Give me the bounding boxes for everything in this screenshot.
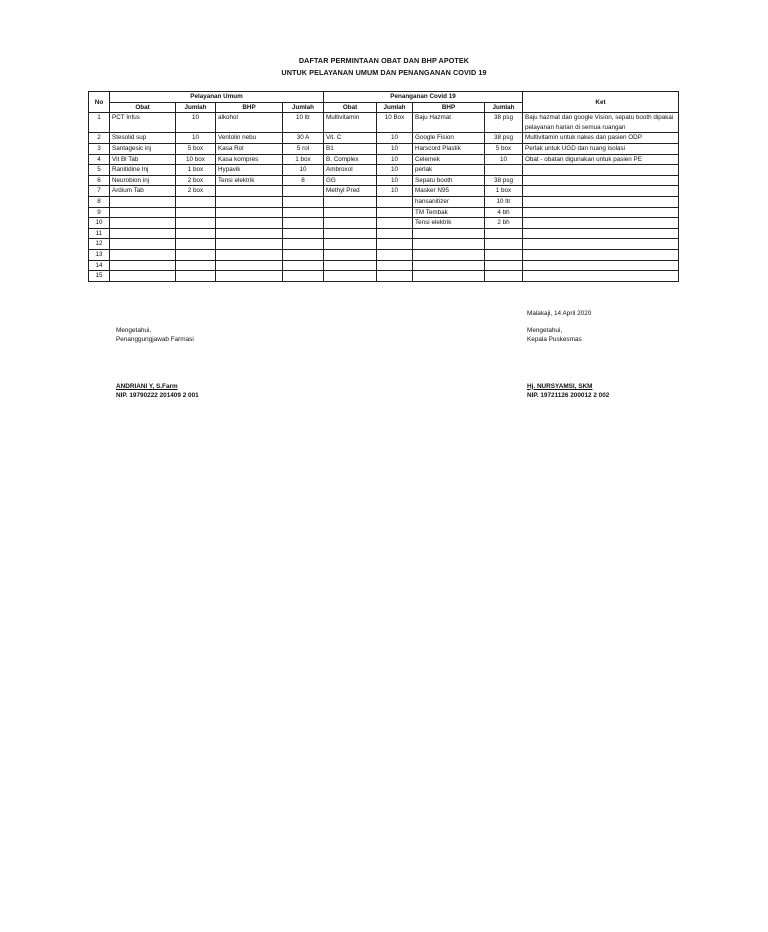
jumlah-bhp-covid-cell: 38 psg <box>485 113 523 133</box>
header-bhp-umum: BHP <box>216 102 283 113</box>
row-no-cell: 3 <box>89 143 110 154</box>
table-row <box>89 218 679 229</box>
bhp-covid-cell <box>413 239 485 250</box>
header-penanganan-covid: Penanganan Covid 19 <box>324 92 523 103</box>
keterangan-cell <box>523 249 679 260</box>
row-no-cell: 14 <box>89 260 110 271</box>
table-row <box>89 186 679 197</box>
bhp-umum-cell <box>216 271 283 282</box>
jumlah-bhp-covid-cell: 5 box <box>485 143 523 154</box>
jumlah-bhp-umum-cell <box>283 186 324 197</box>
signature-left <box>116 326 199 401</box>
jumlah-obat-umum-cell: 5 box <box>176 143 216 154</box>
jumlah-obat-covid-cell: 10 <box>377 154 413 165</box>
row-no-cell: 12 <box>89 239 110 250</box>
obat-umum-cell <box>110 228 176 239</box>
keterangan-cell <box>523 228 679 239</box>
row-no-cell: 7 <box>89 186 110 197</box>
document-title: DAFTAR PERMINTAAN OBAT DAN BHP APOTEK <box>298 56 470 65</box>
bhp-umum-cell <box>216 218 283 229</box>
jumlah-bhp-umum-cell: 5 rol <box>283 143 324 154</box>
keterangan-cell <box>523 260 679 271</box>
obat-covid-cell <box>324 271 377 282</box>
row-no-cell: 10 <box>89 218 110 229</box>
row-no-cell: 4 <box>89 154 110 165</box>
jumlah-bhp-umum-cell <box>283 207 324 218</box>
jumlah-obat-umum-cell <box>176 271 216 282</box>
keterangan-cell <box>523 175 679 186</box>
bhp-umum-cell: Kasa kompres <box>216 154 283 165</box>
bhp-covid-cell: hansanitizer <box>413 196 485 207</box>
bhp-covid-cell: Google Fision <box>413 133 485 144</box>
jumlah-obat-covid-cell: 10 <box>377 175 413 186</box>
obat-covid-cell: B1 <box>324 143 377 154</box>
jumlah-bhp-umum-cell: 30 A <box>283 133 324 144</box>
jumlah-obat-covid-cell <box>377 228 413 239</box>
keterangan-cell: Multivitamin untuk nakes dan pasien ODP <box>523 133 679 144</box>
table-row <box>89 154 679 165</box>
document-subtitle: UNTUK PELAYANAN UMUM DAN PENANGANAN COVID 19 <box>281 68 487 77</box>
bhp-covid-cell <box>413 228 485 239</box>
jumlah-obat-covid-cell <box>377 196 413 207</box>
bhp-covid-cell: Harscord Plastik <box>413 143 485 154</box>
table-row <box>89 239 679 250</box>
bhp-covid-cell <box>413 249 485 260</box>
obat-covid-cell <box>324 249 377 260</box>
header-ket: Ket <box>523 92 679 113</box>
row-no-cell: 6 <box>89 175 110 186</box>
header-jumlah-bhp-covid: Jumlah <box>485 102 523 113</box>
obat-umum-cell <box>110 207 176 218</box>
keterangan-cell <box>523 196 679 207</box>
bhp-umum-cell <box>216 186 283 197</box>
obat-umum-cell <box>110 196 176 207</box>
jumlah-bhp-covid-cell <box>485 239 523 250</box>
jumlah-bhp-umum-cell: 10 <box>283 165 324 176</box>
obat-umum-cell: Ranitidine Inj <box>110 165 176 176</box>
obat-covid-cell: Methyl Pred <box>324 186 377 197</box>
bhp-covid-cell: Sepatu booth <box>413 175 485 186</box>
obat-covid-cell: Multivitamin <box>324 113 377 133</box>
table-row <box>89 133 679 144</box>
jumlah-bhp-umum-cell <box>283 249 324 260</box>
table-row <box>89 207 679 218</box>
bhp-umum-cell: alkohol <box>216 113 283 133</box>
obat-umum-cell <box>110 218 176 229</box>
table-row <box>89 260 679 271</box>
jumlah-bhp-umum-cell <box>283 228 324 239</box>
jumlah-obat-umum-cell <box>176 249 216 260</box>
jumlah-obat-umum-cell <box>176 218 216 229</box>
signature-right-acknowledge: Mengetahui, <box>527 327 563 334</box>
header-pelayanan-umum: Pelayanan Umum <box>110 92 324 103</box>
jumlah-bhp-covid-cell <box>485 165 523 176</box>
row-no-cell: 8 <box>89 196 110 207</box>
row-no-cell: 13 <box>89 249 110 260</box>
bhp-umum-cell <box>216 207 283 218</box>
jumlah-obat-umum-cell: 2 box <box>176 186 216 197</box>
keterangan-cell <box>523 239 679 250</box>
obat-covid-cell: Ambroxol <box>324 165 377 176</box>
request-table <box>88 91 679 282</box>
keterangan-cell <box>523 186 679 197</box>
row-no-cell: 2 <box>89 133 110 144</box>
obat-covid-cell <box>324 228 377 239</box>
bhp-covid-cell: Tensi elektrik <box>413 218 485 229</box>
header-obat-umum: Obat <box>110 102 176 113</box>
jumlah-bhp-covid-cell <box>485 228 523 239</box>
keterangan-cell <box>523 207 679 218</box>
jumlah-obat-covid-cell <box>377 239 413 250</box>
row-no-cell: 11 <box>89 228 110 239</box>
bhp-umum-cell <box>216 260 283 271</box>
signature-right <box>527 326 609 401</box>
jumlah-bhp-covid-cell: 2 bh <box>485 218 523 229</box>
obat-umum-cell: Ardium Tab <box>110 186 176 197</box>
obat-covid-cell <box>324 207 377 218</box>
table-row <box>89 113 679 133</box>
bhp-covid-cell: perlak <box>413 165 485 176</box>
jumlah-bhp-covid-cell <box>485 249 523 260</box>
signature-left-nip: NIP. 19790222 201409 2 001 <box>116 392 199 400</box>
row-no-cell: 1 <box>89 113 110 133</box>
bhp-umum-cell: Tensi elektrik <box>216 175 283 186</box>
jumlah-obat-umum-cell <box>176 260 216 271</box>
header-no: No <box>89 92 110 113</box>
signature-right-name: Hj. NURSYAMSI, SKM <box>527 382 593 390</box>
obat-covid-cell: GG <box>324 175 377 186</box>
obat-umum-cell: Stesolid sup <box>110 133 176 144</box>
keterangan-cell <box>523 271 679 282</box>
jumlah-bhp-covid-cell: 1 box <box>485 186 523 197</box>
signature-left-role: Penanggungjawab Farmasi <box>116 336 194 344</box>
jumlah-obat-covid-cell <box>377 249 413 260</box>
jumlah-bhp-umum-cell <box>283 260 324 271</box>
obat-umum-cell <box>110 249 176 260</box>
keterangan-cell: Obat - obatan digunakan untuk pasien PE <box>523 154 679 165</box>
obat-covid-cell: B. Complex <box>324 154 377 165</box>
jumlah-bhp-umum-cell <box>283 271 324 282</box>
jumlah-bhp-covid-cell: 38 psg <box>485 133 523 144</box>
jumlah-bhp-umum-cell <box>283 239 324 250</box>
signature-date: Malakaji, 14 April 2020 <box>527 310 592 317</box>
jumlah-obat-covid-cell <box>377 218 413 229</box>
keterangan-cell <box>523 165 679 176</box>
bhp-umum-cell <box>216 228 283 239</box>
row-no-cell: 5 <box>89 165 110 176</box>
jumlah-bhp-covid-cell: 4 bh <box>485 207 523 218</box>
table-row <box>89 271 679 282</box>
jumlah-obat-covid-cell: 10 <box>377 186 413 197</box>
bhp-covid-cell: TM Tembak <box>413 207 485 218</box>
table-row <box>89 143 679 154</box>
jumlah-obat-covid-cell: 10 <box>377 143 413 154</box>
header-bhp-covid: BHP <box>413 102 485 113</box>
table-row <box>89 228 679 239</box>
keterangan-cell: Perlak untuk UGD dan ruang isolasi <box>523 143 679 154</box>
header-jumlah-umum: Jumlah <box>176 102 216 113</box>
obat-umum-cell: PCT Infus <box>110 113 176 133</box>
table-row <box>89 196 679 207</box>
keterangan-cell: Baju hazmat dan google Vision, sepatu booth dipakai pelayanan harian di semua ruangan <box>523 113 679 133</box>
jumlah-obat-umum-cell: 10 <box>176 113 216 133</box>
obat-umum-cell <box>110 260 176 271</box>
obat-covid-cell <box>324 260 377 271</box>
obat-umum-cell <box>110 271 176 282</box>
jumlah-bhp-umum-cell <box>283 196 324 207</box>
jumlah-obat-umum-cell: 1 box <box>176 165 216 176</box>
obat-covid-cell: Vit. C <box>324 133 377 144</box>
obat-covid-cell <box>324 196 377 207</box>
header-obat-covid: Obat <box>324 102 377 113</box>
jumlah-obat-umum-cell <box>176 207 216 218</box>
obat-covid-cell <box>324 239 377 250</box>
jumlah-obat-covid-cell: 10 <box>377 133 413 144</box>
row-no-cell: 9 <box>89 207 110 218</box>
jumlah-bhp-umum-cell: 10 ltr <box>283 113 324 133</box>
signature-left-acknowledge: Mengetahui, <box>116 327 152 334</box>
jumlah-bhp-covid-cell <box>485 260 523 271</box>
bhp-covid-cell: Celemek <box>413 154 485 165</box>
obat-umum-cell <box>110 239 176 250</box>
jumlah-obat-covid-cell <box>377 207 413 218</box>
obat-umum-cell: Santagesic inj <box>110 143 176 154</box>
jumlah-bhp-covid-cell <box>485 271 523 282</box>
table-row <box>89 165 679 176</box>
jumlah-obat-umum-cell: 10 box <box>176 154 216 165</box>
signature-right-role: Kepala Puskesmas <box>527 336 582 344</box>
jumlah-obat-covid-cell <box>377 271 413 282</box>
bhp-covid-cell: Baju Hazmat <box>413 113 485 133</box>
bhp-covid-cell <box>413 260 485 271</box>
jumlah-obat-covid-cell: 10 <box>377 165 413 176</box>
jumlah-obat-umum-cell <box>176 239 216 250</box>
jumlah-bhp-umum-cell: 8 <box>283 175 324 186</box>
jumlah-bhp-umum-cell: 1 box <box>283 154 324 165</box>
obat-umum-cell: Vit Bl Tab <box>110 154 176 165</box>
table-row <box>89 175 679 186</box>
jumlah-obat-covid-cell <box>377 260 413 271</box>
bhp-covid-cell <box>413 271 485 282</box>
bhp-umum-cell: Ventolin nebu <box>216 133 283 144</box>
bhp-umum-cell: Hypavik <box>216 165 283 176</box>
jumlah-bhp-covid-cell: 10 <box>485 154 523 165</box>
obat-umum-cell: Neurobion inj <box>110 175 176 186</box>
jumlah-bhp-umum-cell <box>283 218 324 229</box>
bhp-umum-cell <box>216 249 283 260</box>
jumlah-obat-umum-cell <box>176 228 216 239</box>
bhp-covid-cell: Masker N95 <box>413 186 485 197</box>
jumlah-obat-covid-cell: 10 Box <box>377 113 413 133</box>
header-jumlah-covid: Jumlah <box>377 102 413 113</box>
bhp-umum-cell <box>216 196 283 207</box>
obat-covid-cell <box>324 218 377 229</box>
jumlah-obat-umum-cell: 10 <box>176 133 216 144</box>
jumlah-obat-umum-cell: 2 box <box>176 175 216 186</box>
jumlah-bhp-covid-cell: 38 psg <box>485 175 523 186</box>
row-no-cell: 15 <box>89 271 110 282</box>
bhp-umum-cell: Kasa Rol <box>216 143 283 154</box>
table-row <box>89 249 679 260</box>
bhp-umum-cell <box>216 239 283 250</box>
jumlah-bhp-covid-cell: 10 ltr <box>485 196 523 207</box>
header-jumlah-bhp-umum: Jumlah <box>283 102 324 113</box>
signature-left-name: ANDRIANI Y, S.Farm <box>116 382 178 390</box>
signature-right-nip: NIP. 19721126 200012 2 002 <box>527 392 610 400</box>
jumlah-obat-umum-cell <box>176 196 216 207</box>
keterangan-cell <box>523 218 679 229</box>
